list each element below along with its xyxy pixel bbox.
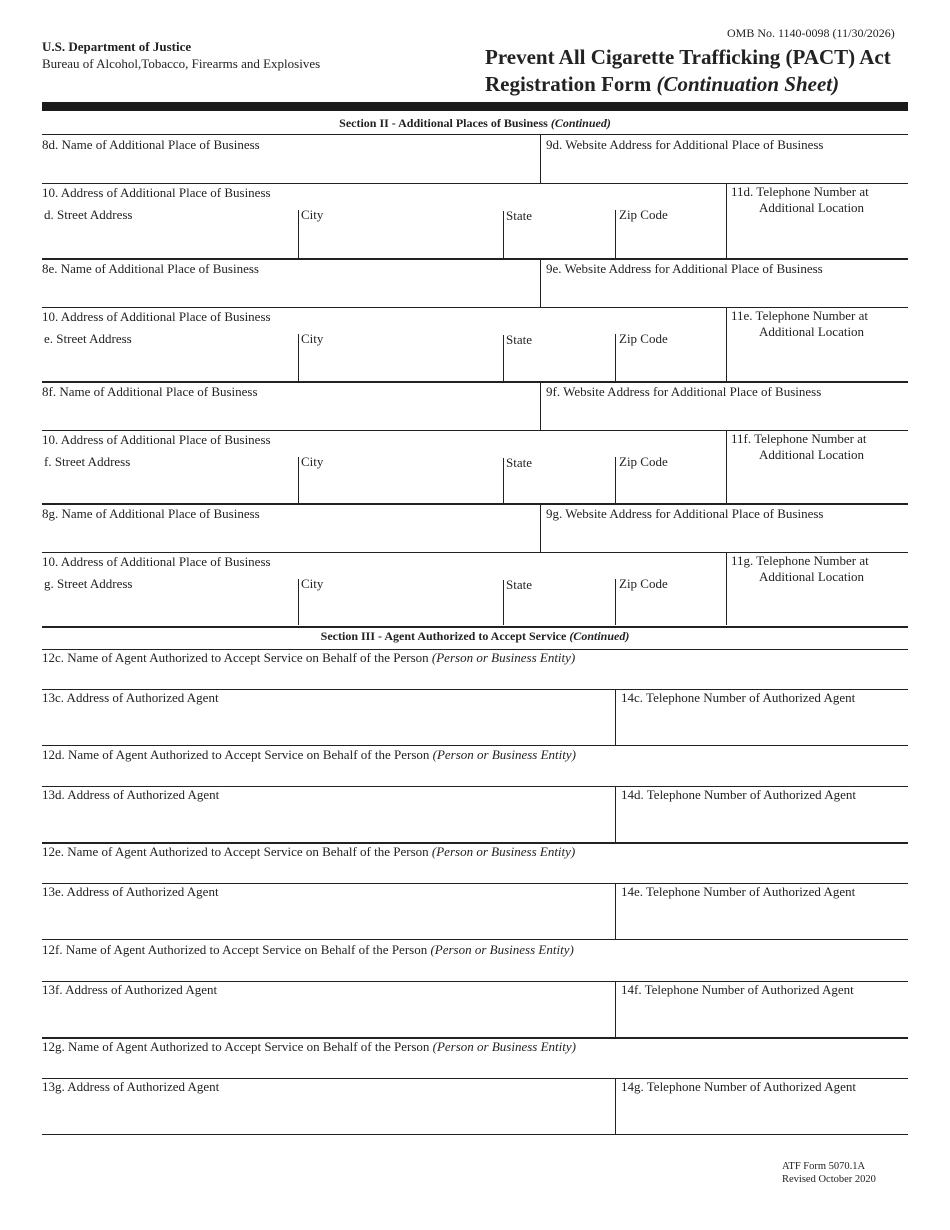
telephone-label — [731, 184, 869, 216]
agent-name-field[interactable] — [42, 1055, 908, 1076]
website-field[interactable] — [542, 276, 908, 305]
state-field[interactable] — [505, 347, 613, 379]
agent-address-label: 13d. Address of Authorized Agent — [42, 787, 220, 802]
state-field[interactable] — [505, 470, 613, 501]
telephone-label-line-2: Additional Location — [759, 447, 865, 462]
agent-address-label: 13c. Address of Authorized Agent — [42, 690, 219, 705]
agent-address-field[interactable] — [42, 1095, 613, 1132]
agent-address-field[interactable] — [42, 998, 613, 1035]
omb-number: OMB No. 1140-0098 (11/30/2026) — [727, 26, 895, 40]
telephone-label-line-1: 11f. Telephone Number at — [731, 431, 867, 446]
agent-name-label-italic: (Person or Business Entity) — [431, 650, 576, 665]
divider — [540, 381, 541, 430]
address-label: 10. Address of Additional Place of Business — [42, 432, 271, 447]
divider — [42, 1134, 908, 1135]
agent-name-field[interactable] — [42, 763, 908, 784]
zip-code-label: Zip Code — [619, 576, 668, 591]
telephone-label-line-2: Additional Location — [759, 324, 865, 339]
divider — [503, 211, 504, 258]
divider — [726, 183, 727, 258]
section-3-title-main: Section III - Agent Authorized to Accept Service — [320, 629, 567, 643]
website-label: 9d. Website Address for Additional Place of Business — [546, 137, 824, 152]
city-label: City — [301, 454, 324, 469]
telephone-field[interactable] — [728, 470, 908, 501]
divider — [615, 579, 616, 625]
agent-name-label-italic: (Person or Business Entity) — [432, 1039, 576, 1054]
form-title: Prevent All Cigarette Trafficking (PACT) Act — [485, 45, 891, 69]
divider — [42, 503, 908, 505]
city-label: City — [301, 207, 324, 222]
section-2-title-italic: (Continued) — [550, 116, 611, 130]
agent-telephone-field[interactable] — [617, 706, 908, 743]
section-2-title — [42, 116, 908, 131]
form-subtitle-italic: (Continuation Sheet) — [656, 72, 840, 96]
address-label: 10. Address of Additional Place of Business — [42, 185, 271, 200]
divider — [615, 210, 616, 258]
divider — [615, 689, 616, 745]
telephone-label — [731, 553, 869, 585]
telephone-label-line-2: Additional Location — [759, 569, 865, 584]
website-label: 9e. Website Address for Additional Place of Business — [546, 261, 823, 276]
divider — [540, 134, 541, 183]
telephone-label — [731, 431, 867, 463]
agent-telephone-label: 14f. Telephone Number of Authorized Agent — [621, 982, 854, 997]
divider — [503, 458, 504, 503]
agent-telephone-field[interactable] — [617, 900, 908, 937]
divider — [503, 335, 504, 381]
zip-code-field[interactable] — [617, 347, 724, 379]
business-name-label: 8d. Name of Additional Place of Business — [42, 137, 260, 152]
divider — [42, 939, 908, 940]
street-address-label: g. Street Address — [44, 576, 133, 591]
agent-name-label-main: 12d. Name of Agent Authorized to Accept Service on Behalf of the Person — [42, 747, 430, 762]
section-2-title-main: Section II - Additional Places of Business — [339, 116, 548, 130]
website-label: 9f. Website Address for Additional Place of Business — [546, 384, 822, 399]
agent-telephone-label: 14d. Telephone Number of Authorized Agent — [621, 787, 856, 802]
divider — [615, 334, 616, 381]
agent-address-label: 13e. Address of Authorized Agent — [42, 884, 219, 899]
divider — [615, 786, 616, 842]
agent-name-label-main: 12g. Name of Agent Authorized to Accept Service on Behalf of the Person — [42, 1039, 430, 1054]
zip-code-label: Zip Code — [619, 331, 668, 346]
city-field[interactable] — [300, 592, 501, 623]
agent-telephone-label: 14e. Telephone Number of Authorized Agent — [621, 884, 856, 899]
state-label: State — [506, 208, 532, 223]
telephone-label-line-2: Additional Location — [759, 200, 865, 215]
agent-telephone-field[interactable] — [617, 998, 908, 1035]
agent-address-field[interactable] — [42, 706, 613, 743]
zip-code-label: Zip Code — [619, 454, 668, 469]
divider — [615, 981, 616, 1037]
address-label: 10. Address of Additional Place of Business — [42, 309, 271, 324]
telephone-field[interactable] — [728, 347, 908, 379]
agent-address-label: 13g. Address of Authorized Agent — [42, 1079, 220, 1094]
website-field[interactable] — [542, 152, 908, 181]
divider — [298, 210, 299, 258]
bureau-name: Bureau of Alcohol,Tobacco, Firearms and Explosives — [42, 56, 321, 71]
form-subtitle-main: Registration Form — [485, 72, 652, 96]
agent-name-label — [42, 650, 575, 666]
agent-name-label — [42, 1039, 576, 1055]
divider — [540, 503, 541, 552]
form-subtitle — [485, 72, 839, 97]
agent-name-label-italic: (Person or Business Entity) — [431, 844, 576, 859]
divider — [726, 307, 727, 381]
city-field[interactable] — [300, 347, 501, 379]
zip-code-field[interactable] — [617, 592, 724, 623]
state-label: State — [506, 577, 532, 592]
divider — [42, 745, 908, 746]
divider — [298, 457, 299, 503]
street-address-field[interactable] — [42, 470, 296, 501]
section-3-title-italic: (Continued) — [569, 629, 630, 643]
street-address-label: e. Street Address — [44, 331, 132, 346]
website-label: 9g. Website Address for Additional Place of Business — [546, 506, 824, 521]
agent-name-label-italic: (Person or Business Entity) — [430, 942, 574, 957]
divider — [42, 381, 908, 383]
agent-name-label-italic: (Person or Business Entity) — [432, 747, 576, 762]
business-name-field[interactable] — [42, 276, 539, 305]
header-rule — [42, 102, 908, 111]
business-name-label: 8g. Name of Additional Place of Business — [42, 506, 260, 521]
agent-address-field[interactable] — [42, 900, 613, 937]
form-revision: Revised October 2020 — [782, 1174, 876, 1185]
business-name-field[interactable] — [42, 152, 539, 181]
form-footer — [782, 1160, 876, 1186]
agent-name-field[interactable] — [42, 860, 908, 881]
zip-code-field[interactable] — [617, 470, 724, 501]
agent-name-label — [42, 747, 576, 763]
city-label: City — [301, 331, 324, 346]
agent-name-label — [42, 844, 575, 860]
city-field[interactable] — [300, 223, 501, 256]
state-field[interactable] — [505, 223, 613, 256]
divider — [42, 258, 908, 260]
state-field[interactable] — [505, 592, 613, 623]
street-address-label: f. Street Address — [44, 454, 131, 469]
zip-code-field[interactable] — [617, 223, 724, 256]
divider — [503, 580, 504, 625]
agent-telephone-label: 14c. Telephone Number of Authorized Agent — [621, 690, 856, 705]
address-label: 10. Address of Additional Place of Business — [42, 554, 271, 569]
agent-telephone-label: 14g. Telephone Number of Authorized Agent — [621, 1079, 856, 1094]
telephone-label-line-1: 11d. Telephone Number at — [731, 184, 869, 199]
agent-name-field[interactable] — [42, 958, 908, 979]
agent-name-label-main: 12c. Name of Agent Authorized to Accept Service on Behalf of the Person — [42, 650, 429, 665]
form-number: ATF Form 5070.1A — [782, 1161, 866, 1172]
divider — [42, 626, 908, 628]
street-address-label: d. Street Address — [44, 207, 133, 222]
telephone-field[interactable] — [728, 223, 908, 256]
divider — [615, 883, 616, 939]
business-name-field[interactable] — [42, 521, 539, 550]
street-address-field[interactable] — [42, 347, 296, 379]
agent-name-label-main: 12f. Name of Agent Authorized to Accept Service on Behalf of the Person — [42, 942, 428, 957]
telephone-field[interactable] — [728, 592, 908, 623]
state-label: State — [506, 332, 532, 347]
telephone-label-line-1: 11e. Telephone Number at — [731, 308, 868, 323]
divider — [615, 457, 616, 503]
city-label: City — [301, 576, 324, 591]
agent-address-label: 13f. Address of Authorized Agent — [42, 982, 218, 997]
website-field[interactable] — [542, 399, 908, 428]
business-name-field[interactable] — [42, 399, 539, 428]
divider — [298, 334, 299, 381]
agent-address-field[interactable] — [42, 803, 613, 840]
divider — [726, 430, 727, 503]
zip-code-label: Zip Code — [619, 207, 668, 222]
business-name-label: 8e. Name of Additional Place of Business — [42, 261, 259, 276]
department-name: U.S. Department of Justice — [42, 39, 192, 54]
divider — [540, 258, 541, 307]
section-3-title — [42, 629, 908, 644]
agent-name-field[interactable] — [42, 666, 908, 687]
agent-telephone-field[interactable] — [617, 803, 908, 840]
agent-name-label-main: 12e. Name of Agent Authorized to Accept Service on Behalf of the Person — [42, 844, 429, 859]
website-field[interactable] — [542, 521, 908, 550]
divider — [615, 1078, 616, 1134]
divider — [298, 579, 299, 625]
divider — [42, 134, 908, 135]
telephone-label-line-1: 11g. Telephone Number at — [731, 553, 869, 568]
business-name-label: 8f. Name of Additional Place of Business — [42, 384, 258, 399]
city-field[interactable] — [300, 470, 501, 501]
agent-name-label — [42, 942, 574, 958]
street-address-field[interactable] — [42, 592, 296, 623]
street-address-field[interactable] — [42, 223, 296, 256]
telephone-label — [731, 308, 868, 340]
state-label: State — [506, 455, 532, 470]
agent-telephone-field[interactable] — [617, 1095, 908, 1132]
divider — [726, 552, 727, 625]
